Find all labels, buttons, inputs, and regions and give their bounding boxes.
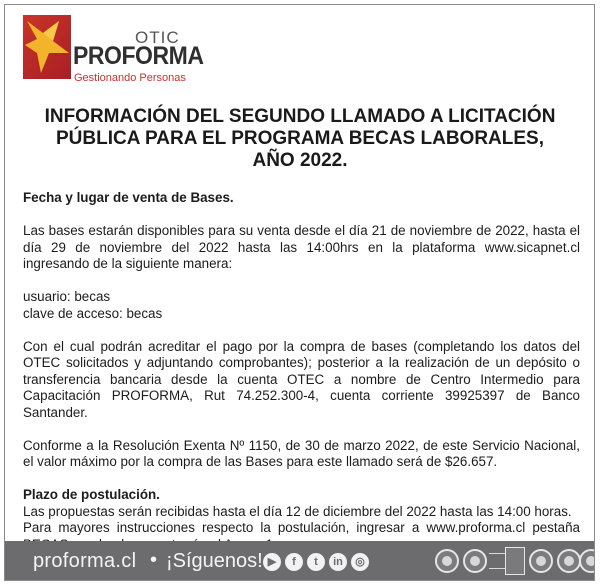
facebook-icon[interactable] <box>285 553 303 571</box>
section-heading-sale: Fecha y lugar de venta de Bases. <box>23 190 234 205</box>
footer-website-link[interactable]: proforma.cl <box>33 550 137 572</box>
twitter-icon[interactable] <box>307 553 325 571</box>
iso-seal-icon <box>529 549 553 573</box>
otic-proforma-logo <box>23 15 204 89</box>
youtube-icon[interactable] <box>263 553 281 571</box>
instagram-glyph: ◎ <box>355 556 365 568</box>
youtube-glyph: ▶ <box>267 556 277 568</box>
section-heading-deadline: Plazo de postulación. <box>23 487 160 502</box>
user-line: usuario: becas <box>23 289 111 304</box>
iso-seal-icon <box>579 549 595 573</box>
footer-separator: • <box>150 549 158 571</box>
facebook-glyph: f <box>292 556 296 568</box>
document-title: INFORMACIÓN DEL SEGUNDO LLAMADO A LICITACIÓN PÚBLICA PARA EL PROGRAMA BECAS LABORALES, AÑO 2022. <box>44 106 556 171</box>
iso-seal-icon <box>557 549 581 573</box>
accreditation-badge-icon <box>505 547 525 575</box>
certification-seal-icon <box>463 549 487 573</box>
logo-tagline: Gestionando Personas <box>74 72 186 84</box>
logo-proforma-text: PROFORMA <box>73 42 204 70</box>
deadline-line: Las propuestas serán recibidas hasta el día 12 de diciembre del 2022 hasta las 14:00 horas. <box>23 503 572 519</box>
document-body <box>23 190 580 553</box>
availability-paragraph: Las bases estarán disponibles para su venta desde el día 21 de noviembre de 2022, hasta el día 29 de noviembre del 2022 hasta las 14:00hrs en la plataforma www.sicapnet.cl ingresando de la siguiente manera: <box>23 223 580 271</box>
resolution-paragraph: Conforme a la Resolución Exenta Nº 1150, de 30 de marzo 2022, de este Servicio Nacional, el valor máximo por la compra de las Bases para este llamado será de $26.657. <box>23 437 580 469</box>
password-line: clave de acceso: becas <box>23 305 163 321</box>
linkedin-icon[interactable] <box>329 553 347 571</box>
document-frame <box>4 4 595 581</box>
footer-bar <box>5 541 595 581</box>
logo-star-mark <box>23 15 71 79</box>
linkedin-glyph: in <box>333 556 343 568</box>
footer-follow-text: ¡Síguenos! <box>166 550 263 572</box>
payment-paragraph: Con el cual podrán acreditar el pago por la compra de bases (completando los datos del OTEC solicitados y adjuntando comprobantes); posterior a la realización de un depósito o transferencia bancaria desde la cuenta OTEC a nombre de Centro Intermedio para Capacitación PROFORMA, Rut 74.252.300-4, cuenta corriente 39925397 de Banco Santander. <box>23 338 580 420</box>
instagram-icon[interactable] <box>351 553 369 571</box>
twitter-glyph: t <box>314 556 318 568</box>
logo-otic-text: OTIC <box>135 28 180 47</box>
instructions-paragraph: Para mayores instrucciones respecto la postulación, ingresar a www.proforma.cl pestaña <box>23 520 580 535</box>
certification-seal-icon <box>435 549 459 573</box>
